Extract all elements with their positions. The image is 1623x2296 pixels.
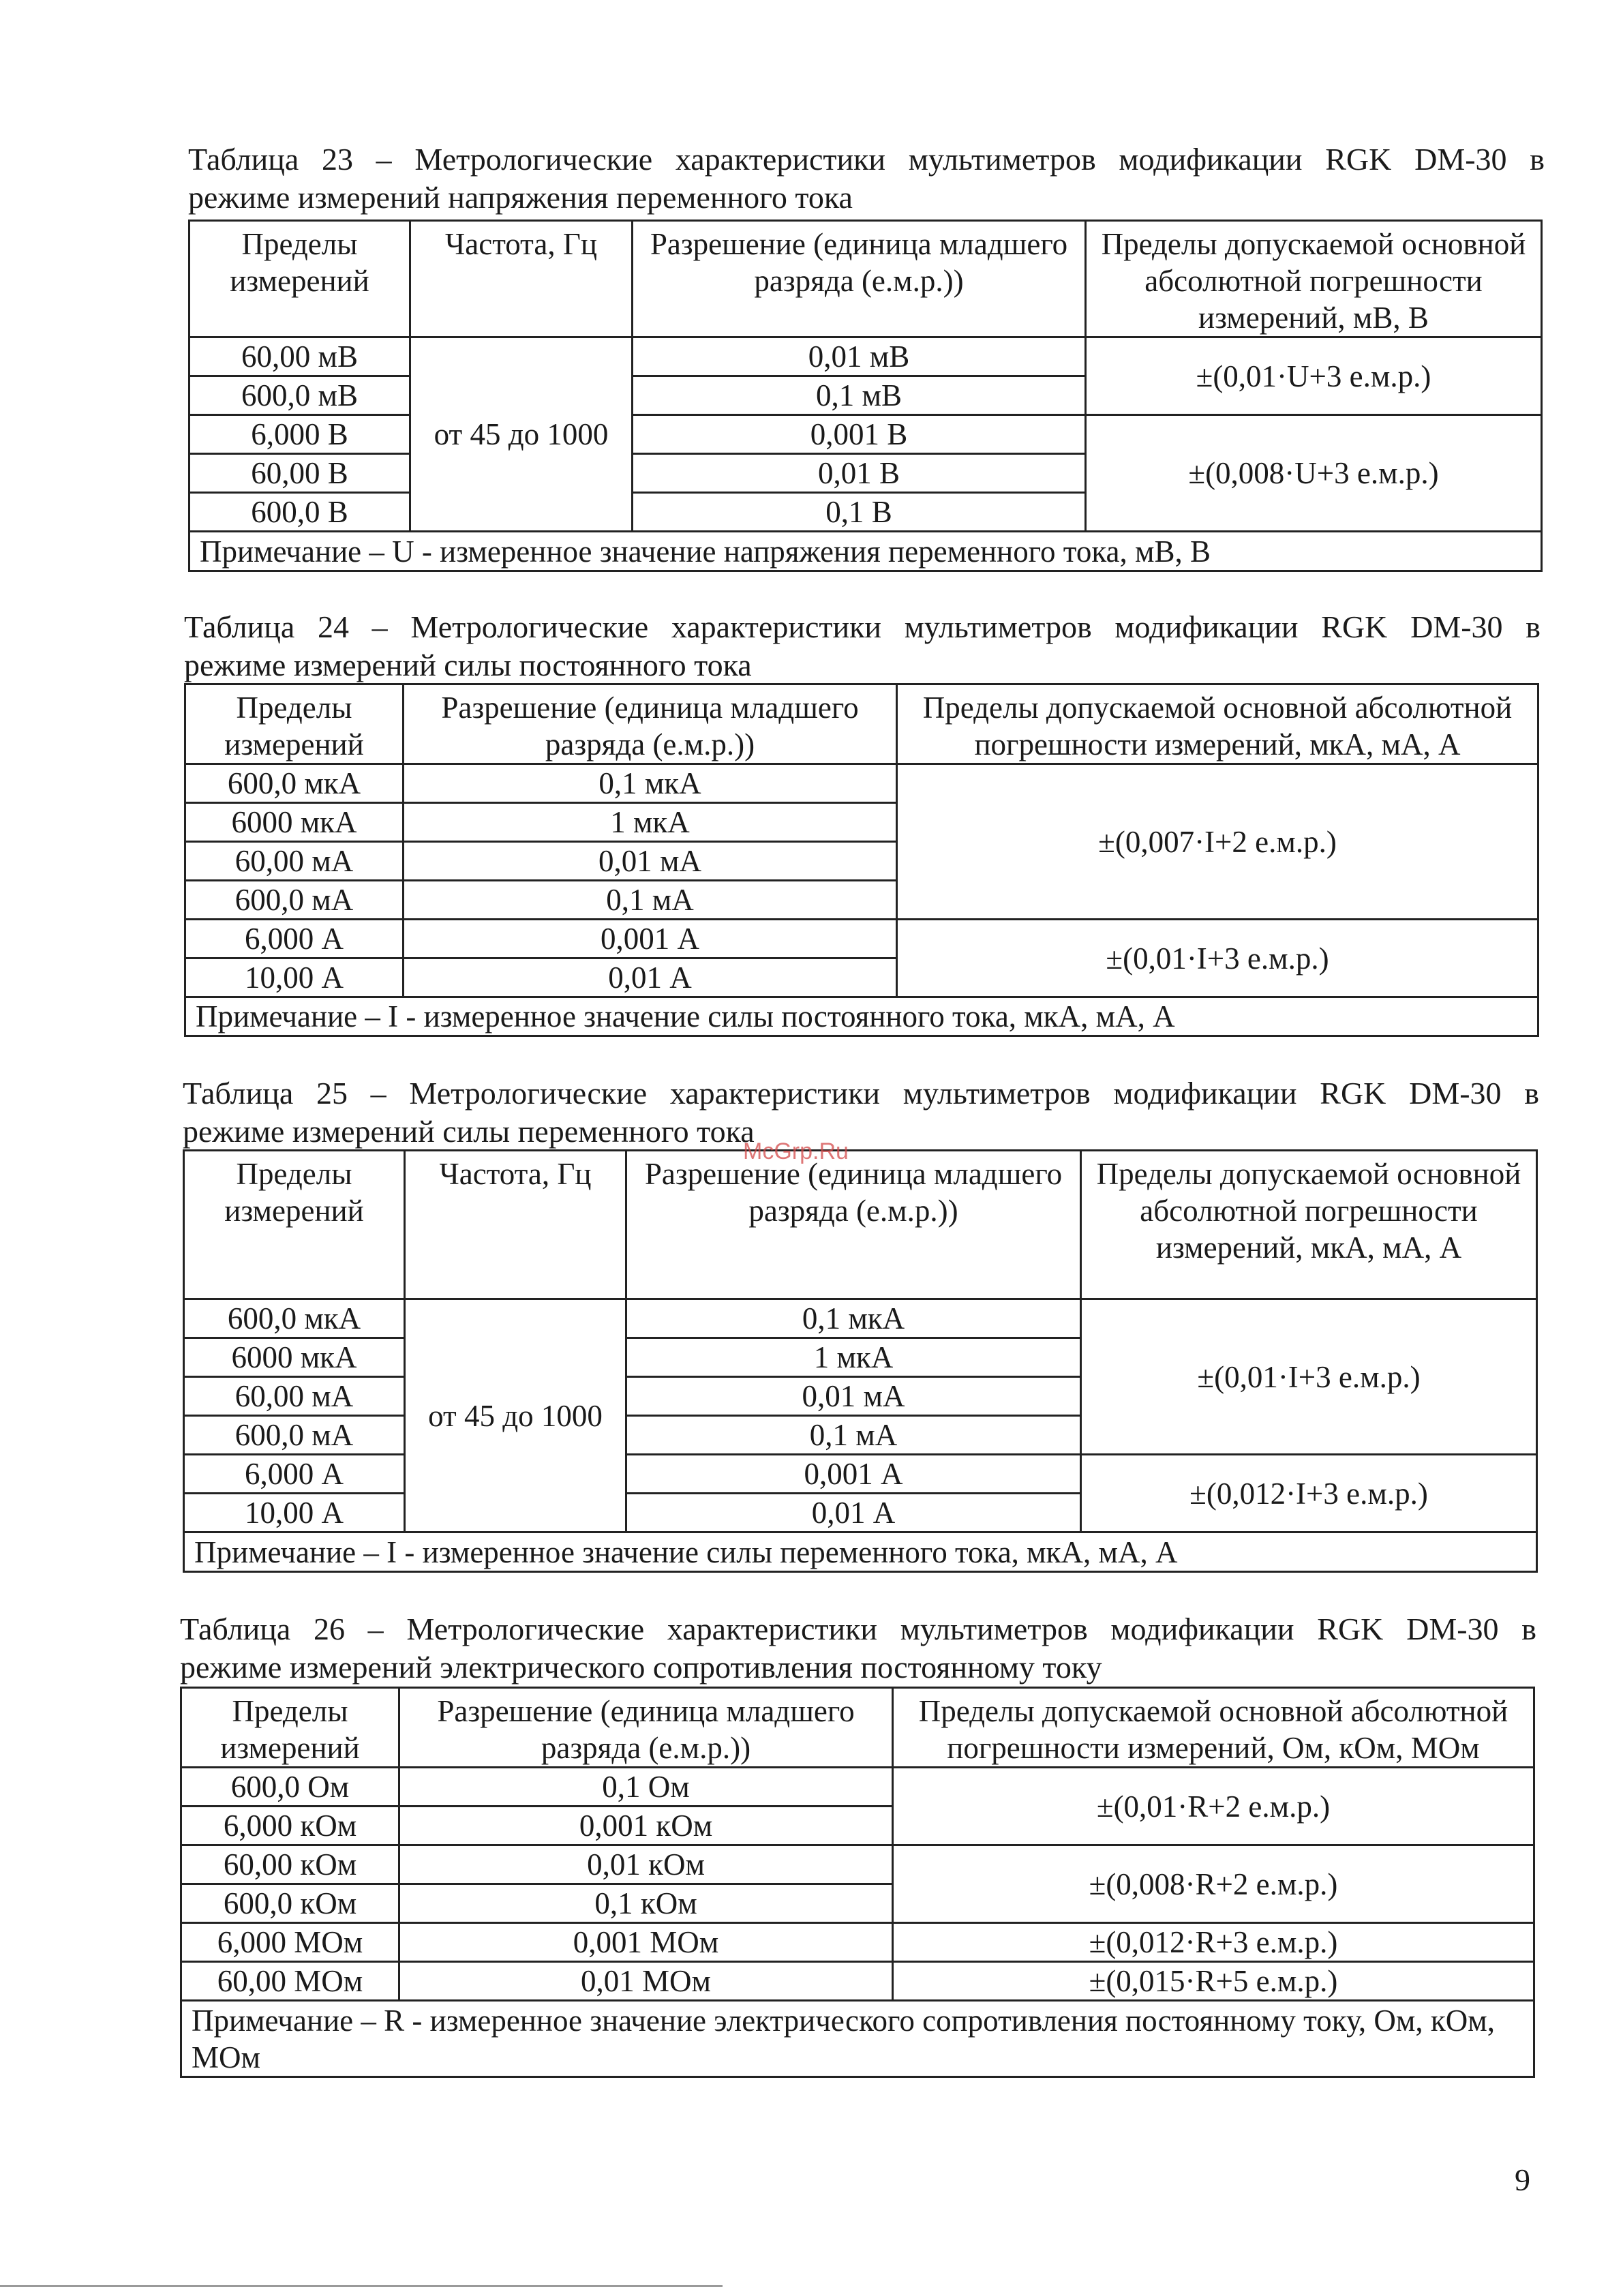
table-cell-resolution: 0,01 В bbox=[633, 454, 1086, 493]
table23-frequency: от 45 до 1000 bbox=[410, 337, 633, 532]
table-cell-range: 600,0 кОм bbox=[181, 1884, 399, 1923]
table-cell-error: ±(0,01·I+3 е.м.р.) bbox=[897, 920, 1538, 997]
table24-header-range: Пределы измерений bbox=[185, 684, 404, 764]
table-cell-resolution: 0,01 А bbox=[626, 1494, 1081, 1532]
table25-header-error: Пределы допускаемой основной абсолютной погрешности измерений, мкА, мА, А bbox=[1081, 1151, 1537, 1299]
table26-caption-line2: режиме измерений электрического сопротивления постоянному току bbox=[180, 1650, 1102, 1685]
table-cell-resolution: 0,001 А bbox=[404, 920, 897, 958]
table26-caption bbox=[180, 1610, 1536, 1687]
table24-header-error: Пределы допускаемой основной абсолютной погрешности измерений, мкА, мА, А bbox=[897, 684, 1538, 764]
table-cell-error: ±(0,007·I+2 е.м.р.) bbox=[897, 764, 1538, 920]
table-cell-resolution: 1 мкА bbox=[626, 1338, 1081, 1377]
table-cell-range: 600,0 мА bbox=[185, 881, 404, 920]
table-cell-range: 6000 мкА bbox=[185, 803, 404, 842]
table-cell-error: ±(0,01·I+3 е.м.р.) bbox=[1081, 1299, 1537, 1455]
table24 bbox=[184, 683, 1539, 1037]
table-cell-range: 600,0 мкА bbox=[184, 1299, 405, 1338]
table-cell-resolution: 0,01 мВ bbox=[633, 337, 1086, 376]
table24-header-resolution: Разрешение (единица младшего разряда (е.м.р.)) bbox=[404, 684, 897, 764]
table-cell-range: 6,000 кОм bbox=[181, 1807, 399, 1845]
table25-header-range: Пределы измерений bbox=[184, 1151, 405, 1299]
table-cell-range: 60,00 мА bbox=[184, 1377, 405, 1416]
table23-header-range: Пределы измерений bbox=[189, 221, 410, 337]
table-cell-resolution: 0,001 А bbox=[626, 1455, 1081, 1494]
table-cell-range: 60,00 мА bbox=[185, 842, 404, 881]
table23-header-frequency: Частота, Гц bbox=[410, 221, 633, 337]
table26-header-resolution: Разрешение (единица младшего разряда (е.м.р.)) bbox=[399, 1688, 893, 1768]
table-cell-error: ±(0,008·R+2 е.м.р.) bbox=[893, 1845, 1534, 1923]
table-cell-range: 60,00 кОм bbox=[181, 1845, 399, 1884]
table-cell-resolution: 0,1 мВ bbox=[633, 376, 1086, 415]
table-cell-range: 60,00 мВ bbox=[189, 337, 410, 376]
table26-note: Примечание – R - измеренное значение электрического сопротивления постоянному току, Ом, кОм, МОм bbox=[181, 2001, 1534, 2077]
table-cell-resolution: 0,1 мА bbox=[404, 881, 897, 920]
table-cell-error: ±(0,01·U+3 е.м.р.) bbox=[1086, 337, 1542, 415]
table-cell-resolution: 0,1 мкА bbox=[626, 1299, 1081, 1338]
table-cell-resolution: 0,01 мА bbox=[404, 842, 897, 881]
table-cell-range: 6000 мкА bbox=[184, 1338, 405, 1377]
table23-header-resolution: Разрешение (единица младшего разряда (е.м.р.)) bbox=[633, 221, 1086, 337]
table-cell-resolution: 0,001 МОм bbox=[399, 1923, 893, 1962]
table-cell-range: 10,00 А bbox=[184, 1494, 405, 1532]
page-number: 9 bbox=[1515, 2162, 1530, 2197]
table-cell-resolution: 0,01 А bbox=[404, 958, 897, 997]
table23-caption bbox=[188, 140, 1545, 217]
table-cell-resolution: 0,1 мА bbox=[626, 1416, 1081, 1455]
table26 bbox=[180, 1687, 1535, 2078]
table26-header-error: Пределы допускаемой основной абсолютной погрешности измерений, Ом, кОм, МОм bbox=[893, 1688, 1534, 1768]
table-cell-error: ±(0,008·U+3 е.м.р.) bbox=[1086, 415, 1542, 532]
table-cell-range: 60,00 В bbox=[189, 454, 410, 493]
table25-note: Примечание – I - измеренное значение силы переменного тока, мкА, мА, А bbox=[184, 1532, 1537, 1572]
table24-note: Примечание – I - измеренное значение силы постоянного тока, мкА, мА, А bbox=[185, 997, 1538, 1036]
table-cell-resolution: 0,1 мкА bbox=[404, 764, 897, 803]
table23-note: Примечание – U - измеренное значение напряжения переменного тока, мВ, В bbox=[189, 532, 1542, 571]
table-cell-resolution: 0,01 МОм bbox=[399, 1962, 893, 2001]
table-cell-range: 60,00 МОм bbox=[181, 1962, 399, 2001]
table-cell-resolution: 0,01 мА bbox=[626, 1377, 1081, 1416]
table-cell-range: 10,00 А bbox=[185, 958, 404, 997]
table-cell-range: 600,0 Ом bbox=[181, 1768, 399, 1807]
table23-header-error: Пределы допускаемой основной абсолютной погрешности измерений, мВ, В bbox=[1086, 221, 1542, 337]
footer-rule bbox=[0, 2285, 723, 2287]
table26-caption-line1: Таблица 26 – Метрологические характеристики мультиметров модификации RGK DM-30 в bbox=[180, 1612, 1536, 1646]
table-cell-range: 600,0 В bbox=[189, 493, 410, 532]
table-cell-resolution: 0,001 кОм bbox=[399, 1807, 893, 1845]
table23-caption-line2: режиме измерений напряжения переменного тока bbox=[188, 180, 853, 215]
table25-caption bbox=[183, 1074, 1539, 1151]
table25-caption-line1: Таблица 25 – Метрологические характеристики мультиметров модификации RGK DM-30 в bbox=[183, 1076, 1539, 1111]
table-cell-range: 600,0 мА bbox=[184, 1416, 405, 1455]
table23 bbox=[188, 220, 1543, 572]
table-cell-resolution: 1 мкА bbox=[404, 803, 897, 842]
table26-header-range: Пределы измерений bbox=[181, 1688, 399, 1768]
table-cell-range: 6,000 А bbox=[184, 1455, 405, 1494]
table23-caption-line1: Таблица 23 – Метрологические характеристики мультиметров модификации RGK DM-30 в bbox=[188, 142, 1545, 177]
table25 bbox=[183, 1149, 1538, 1573]
table25-header-frequency: Частота, Гц bbox=[405, 1151, 626, 1299]
table-cell-range: 600,0 мВ bbox=[189, 376, 410, 415]
table-cell-resolution: 0,001 В bbox=[633, 415, 1086, 454]
table-cell-error: ±(0,015·R+5 е.м.р.) bbox=[893, 1962, 1534, 2001]
table-cell-range: 600,0 мкА bbox=[185, 764, 404, 803]
table-cell-range: 6,000 МОм bbox=[181, 1923, 399, 1962]
table-cell-error: ±(0,012·I+3 е.м.р.) bbox=[1081, 1455, 1537, 1532]
table25-header-resolution: Разрешение (единица младшего разряда (е.м.р.)) bbox=[626, 1151, 1081, 1299]
table-cell-resolution: 0,01 кОм bbox=[399, 1845, 893, 1884]
table-cell-resolution: 0,1 Ом bbox=[399, 1768, 893, 1807]
table-cell-range: 6,000 А bbox=[185, 920, 404, 958]
table-cell-error: ±(0,012·R+3 е.м.р.) bbox=[893, 1923, 1534, 1962]
table24-caption bbox=[184, 608, 1541, 684]
table25-frequency: от 45 до 1000 bbox=[405, 1299, 626, 1532]
table25-caption-line2: режиме измерений силы переменного тока bbox=[183, 1114, 755, 1149]
watermark-text: McGrp.Ru bbox=[743, 1138, 849, 1164]
table-cell-range: 6,000 В bbox=[189, 415, 410, 454]
table24-caption-line2: режиме измерений силы постоянного тока bbox=[184, 648, 752, 682]
table-cell-resolution: 0,1 В bbox=[633, 493, 1086, 532]
table24-caption-line1: Таблица 24 – Метрологические характеристики мультиметров модификации RGK DM-30 в bbox=[184, 609, 1541, 644]
table-cell-error: ±(0,01·R+2 е.м.р.) bbox=[893, 1768, 1534, 1845]
table-cell-resolution: 0,1 кОм bbox=[399, 1884, 893, 1923]
